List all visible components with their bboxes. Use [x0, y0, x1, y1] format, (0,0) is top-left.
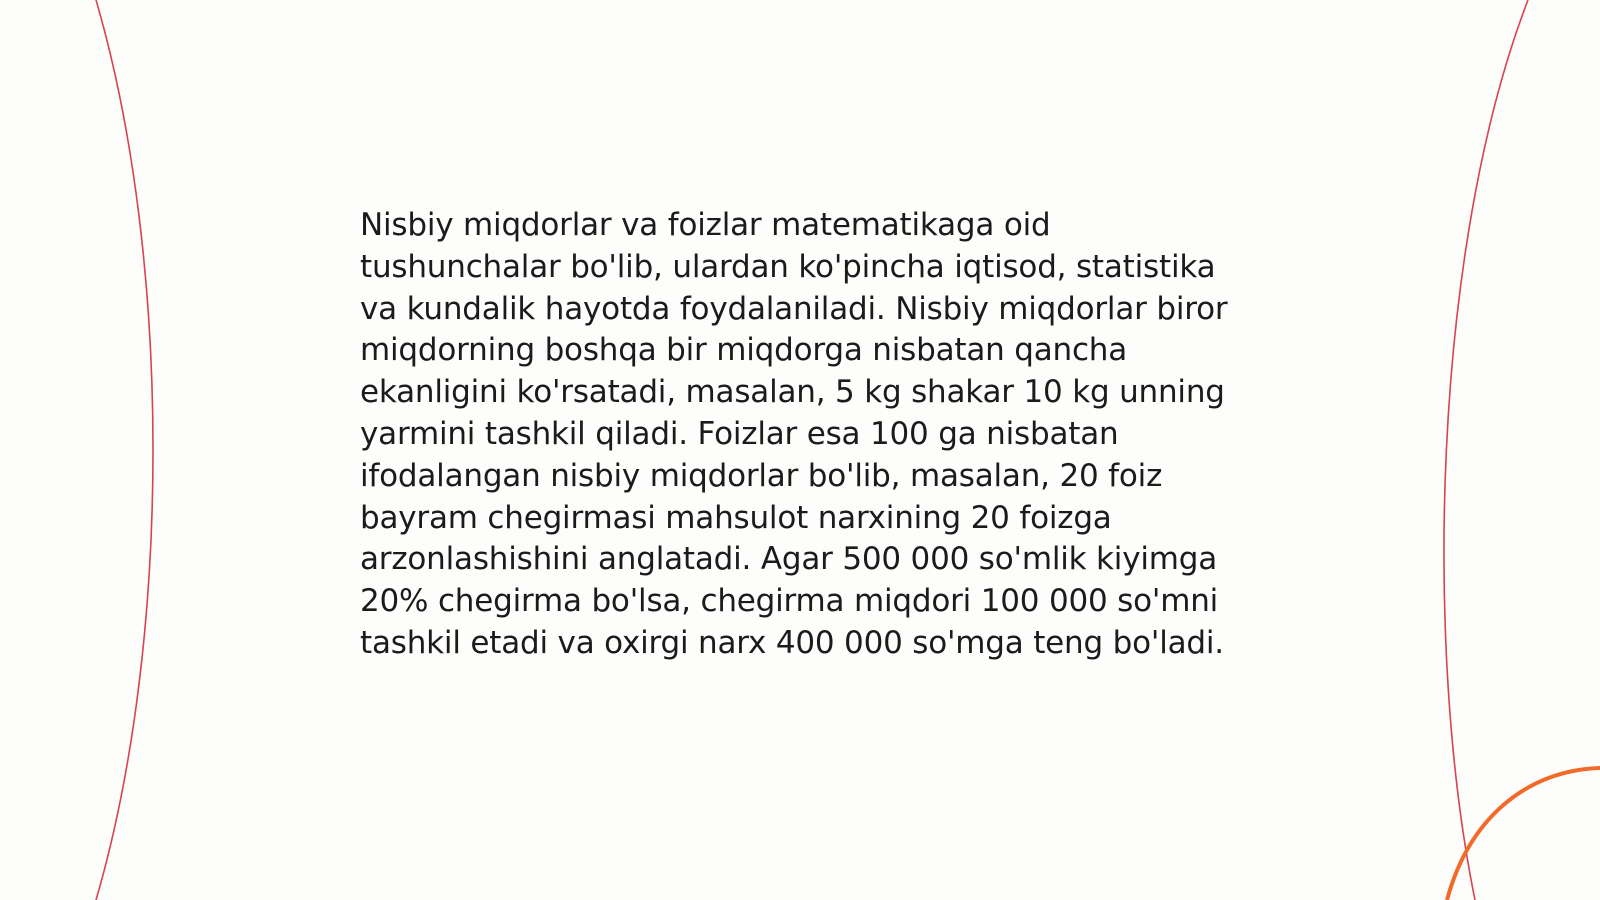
- right-curve-line: [1444, 0, 1528, 900]
- orange-accent-arc: [1447, 768, 1600, 900]
- left-curve-line: [96, 0, 153, 900]
- body-paragraph: Nisbiy miqdorlar va foizlar matematikaga oid tushunchalar bo'lib, ulardan ko'pincha iqtisod, statistika va kundalik hayotda foydalaniladi. Nisbiy miqdorlar biror miqdorning boshqa bir miqdorga nisbatan qancha ekanligini ko'rsatadi, masalan, 5 kg shakar 10 kg unning yarmini tashkil qiladi. Foizlar esa 100 ga nisbatan ifodalangan nisbiy miqdorlar bo'lib, masalan, 20 foiz bayram chegirmasi mahsulot narxining 20 foizga arzonlashishini anglatadi. Agar 500 000 so'mlik kiyimga 20% chegirma bo'lsa, chegirma miqdori 100 000 so'mni tashkil etadi va oxirgi narx 400 000 so'mga teng bo'ladi.: [360, 207, 1228, 661]
